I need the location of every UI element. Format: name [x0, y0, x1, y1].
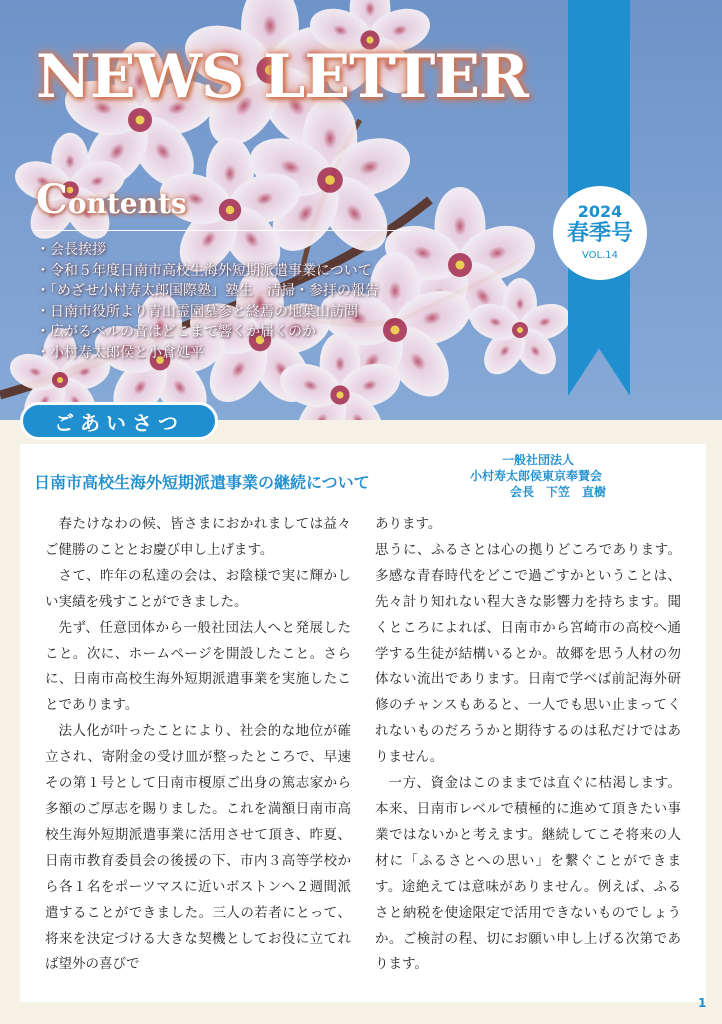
contents-heading-initial: C: [36, 176, 68, 223]
article-column-left: [45, 512, 351, 978]
paragraph: あります。: [375, 516, 442, 532]
newsletter-title: NEWS LETTER: [36, 42, 528, 112]
contents-item: ・小村寿太郎侯と小倉処平: [36, 344, 204, 361]
issue-season: 春季号: [566, 221, 633, 246]
contents-item: ・日南市役所より青山霊園墓参と終焉の地葉山訪問: [36, 303, 358, 320]
contents-item: ・「めざせ小村寿太郎国際塾」塾生 清掃・参拝の報告: [36, 283, 379, 299]
contents-heading-rest: ontents: [67, 187, 187, 220]
paragraph: さて、昨年の私達の会は、お陰様で実に輝かしい実績を残すことができました。: [45, 567, 351, 610]
author-name: 会長 下笠 直樹: [510, 485, 607, 499]
contents-item: ・令和５年度日南市高校生海外短期派遣事業について: [36, 262, 372, 279]
issue-year: 2024: [577, 202, 623, 221]
article-title: 日南市高校生海外短期派遣事業の継続について: [34, 473, 370, 492]
author-organization: 一般社団法人: [502, 453, 575, 467]
section-tag-greeting: ごあいさつ: [20, 402, 218, 440]
contents-item: ・広がるベルの音はどこまで響くか届くのか: [36, 324, 316, 340]
issue-volume: VOL.14: [581, 250, 618, 261]
contents-list: [36, 240, 379, 363]
paragraph: 先ず、任意団体から一般社団法人へと発展したこと。次に、ホームページを開設したこと。さらに、日南市高校生海外短期派遣事業を実施したことであります。: [45, 619, 351, 714]
issue-badge: [553, 186, 647, 280]
contents-heading: [36, 176, 187, 223]
page-number: 1: [698, 996, 707, 1010]
contents-item: ・会長挨拶: [36, 242, 106, 258]
paragraph: 法人化が叶ったことにより、社会的な地位が確立され、寄附金の受け皿が整ったところで、早速その第１号として日南市榎原ご出身の篤志家から多額のご厚志を賜りました。これを満額日南市高校生海外短期派遣事業に活用させて頂き、昨夏、日南市教育委員会の後援の下、市内３高等学校から各１名をポーツマスに近いボストンへ２週間派遣することができました。三人の若者にとって、将来を決定づける大きな契機としてお役に立てれば望外の喜びで: [45, 723, 351, 973]
contents-divider: [34, 230, 410, 231]
author-block: [470, 452, 680, 500]
paragraph: 一方、資金はこのままでは直ぐに枯渇します。本来、日南市レベルで積極的に進めて頂きたい事業ではないかと考えます。継続してこそ将来の人材に「ふるさとへの思い」を繋ぐことができます。途絶えては意味がありません。例えば、ふるさと納税を使途限定で活用できないものでしょうか。ご検討の程、切にお願い申し上げる次第であります。: [375, 775, 681, 973]
author-group: 小村寿太郎侯東京奉賛会: [470, 469, 603, 483]
article-column-right: [375, 512, 681, 978]
paragraph: 春たけなわの候、皆さまにおかれましては益々ご健勝のこととお慶び申し上げます。: [45, 516, 351, 558]
paragraph: 思うに、ふるさとは心の拠りどころであります。多感な青春時代をどこで過ごすかということは、先々計り知れない程大きな影響力を持ちます。聞くところによれば、日南市から宮崎市の高校へ通学する生徒が結構いるとか。故郷を思う人材の勿体ない流出であります。日南で学べば前記海外研修のチャンスもあると、一人でも思い止まってくれないものだろうかと期待するのは私だけではありません。: [375, 541, 681, 766]
